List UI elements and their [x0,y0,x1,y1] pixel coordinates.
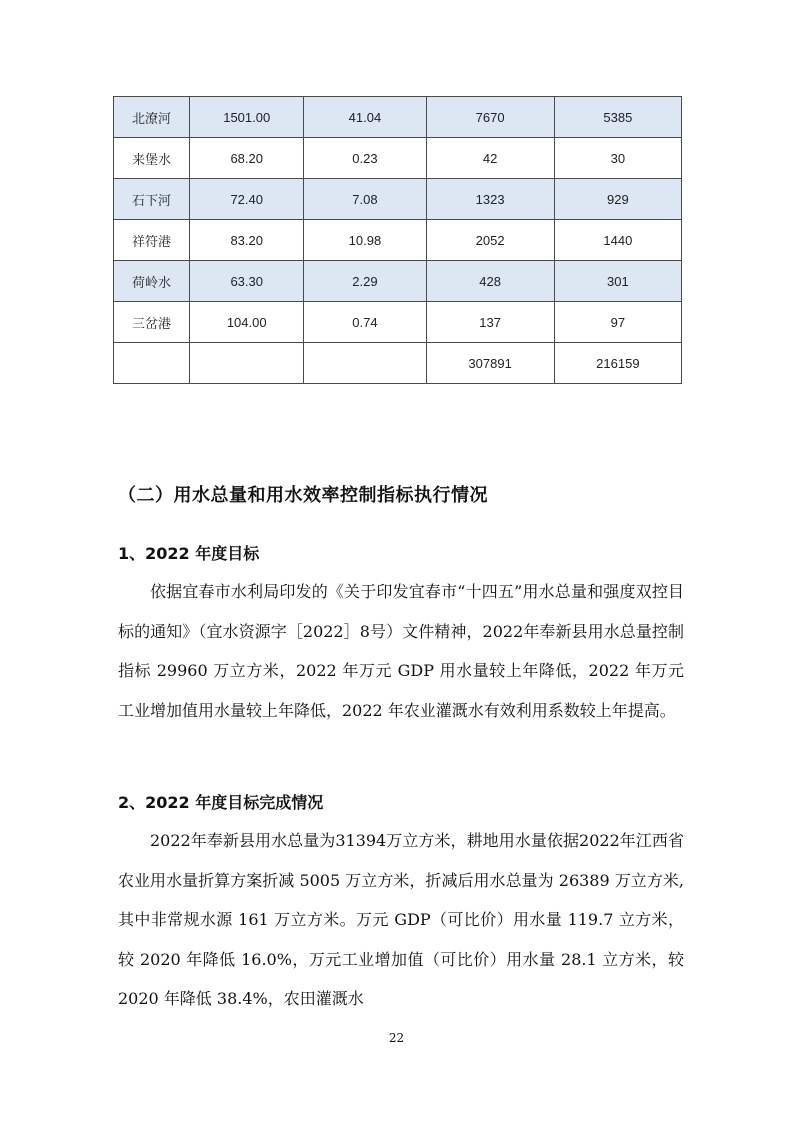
table-cell: 68.20 [190,138,304,179]
table-row [114,220,682,261]
table-cell: 0.23 [304,138,426,179]
table-cell: 42 [426,138,554,179]
table-cell: 137 [426,302,554,343]
river-name-cell: 北潦河 [114,97,190,138]
table-cell: 41.04 [304,97,426,138]
river-name-cell: 祥符港 [114,220,190,261]
table-row-total [114,343,682,384]
table-cell: 1501.00 [190,97,304,138]
table-cell: 1440 [554,220,681,261]
river-name-cell: 荷岭水 [114,261,190,302]
table-cell: 10.98 [304,220,426,261]
table-row [114,138,682,179]
river-name-cell: 石下河 [114,179,190,220]
table-cell: 104.00 [190,302,304,343]
table-cell: 7.08 [304,179,426,220]
table-cell: 301 [554,261,681,302]
table-cell: 1323 [426,179,554,220]
subsection-heading-completion: 2、2022 年度目标完成情况 [118,793,324,812]
table-cell: 7670 [426,97,554,138]
table-cell: 216159 [554,343,681,384]
page-number: 22 [388,1031,405,1045]
paragraph-targets: 依据宜春市水利局印发的《关于印发宜春市“十四五”用水总量和强度双控目标的通知》（宜水资源字［2022］8号）文件精神，2022年奉新县用水总量控制指标 29960 万立方米，2022 年万元 GDP 用水量较上年降低，2022 年万元工业增加值用水量较上年降低，2022 年农业灌溉水有效利用系数较上年提高。 [118,582,684,720]
section-heading: （二）用水总量和用水效率控制指标执行情况 [118,485,488,506]
table-cell: 72.40 [190,179,304,220]
table-cell: 0.74 [304,302,426,343]
table-cell: 2.29 [304,261,426,302]
river-name-cell: 三岔港 [114,302,190,343]
paragraph-completion: 2022年奉新县用水总量为31394万立方米，耕地用水量依据2022年江西省农业用水量折算方案折减 5005 万立方米，折减后用水总量为 26389 万立方米,其中非常规水源 161 万立方米。万元 GDP（可比价）用水量 119.7 立方米，较 2020 年降低 16.0%，万元工业增加值（可比价）用水量 28.1 立方米，较 2020 年降低 38.4%，农田灌溉水 [118,831,684,1008]
table-cell: 428 [426,261,554,302]
table-cell: 63.30 [190,261,304,302]
table-cell: 83.20 [190,220,304,261]
subsection-heading-targets: 1、2022 年度目标 [118,544,260,563]
table-row [114,97,682,138]
table-cell [190,343,304,384]
table-row [114,302,682,343]
table-cell: 5385 [554,97,681,138]
table-cell: 2052 [426,220,554,261]
water-resource-table [113,96,682,384]
table-cell [304,343,426,384]
table-row [114,179,682,220]
table-cell: 307891 [426,343,554,384]
table-cell: 30 [554,138,681,179]
river-name-cell [114,343,190,384]
table-cell: 929 [554,179,681,220]
table-cell: 97 [554,302,681,343]
table-row [114,261,682,302]
river-name-cell: 来堡水 [114,138,190,179]
